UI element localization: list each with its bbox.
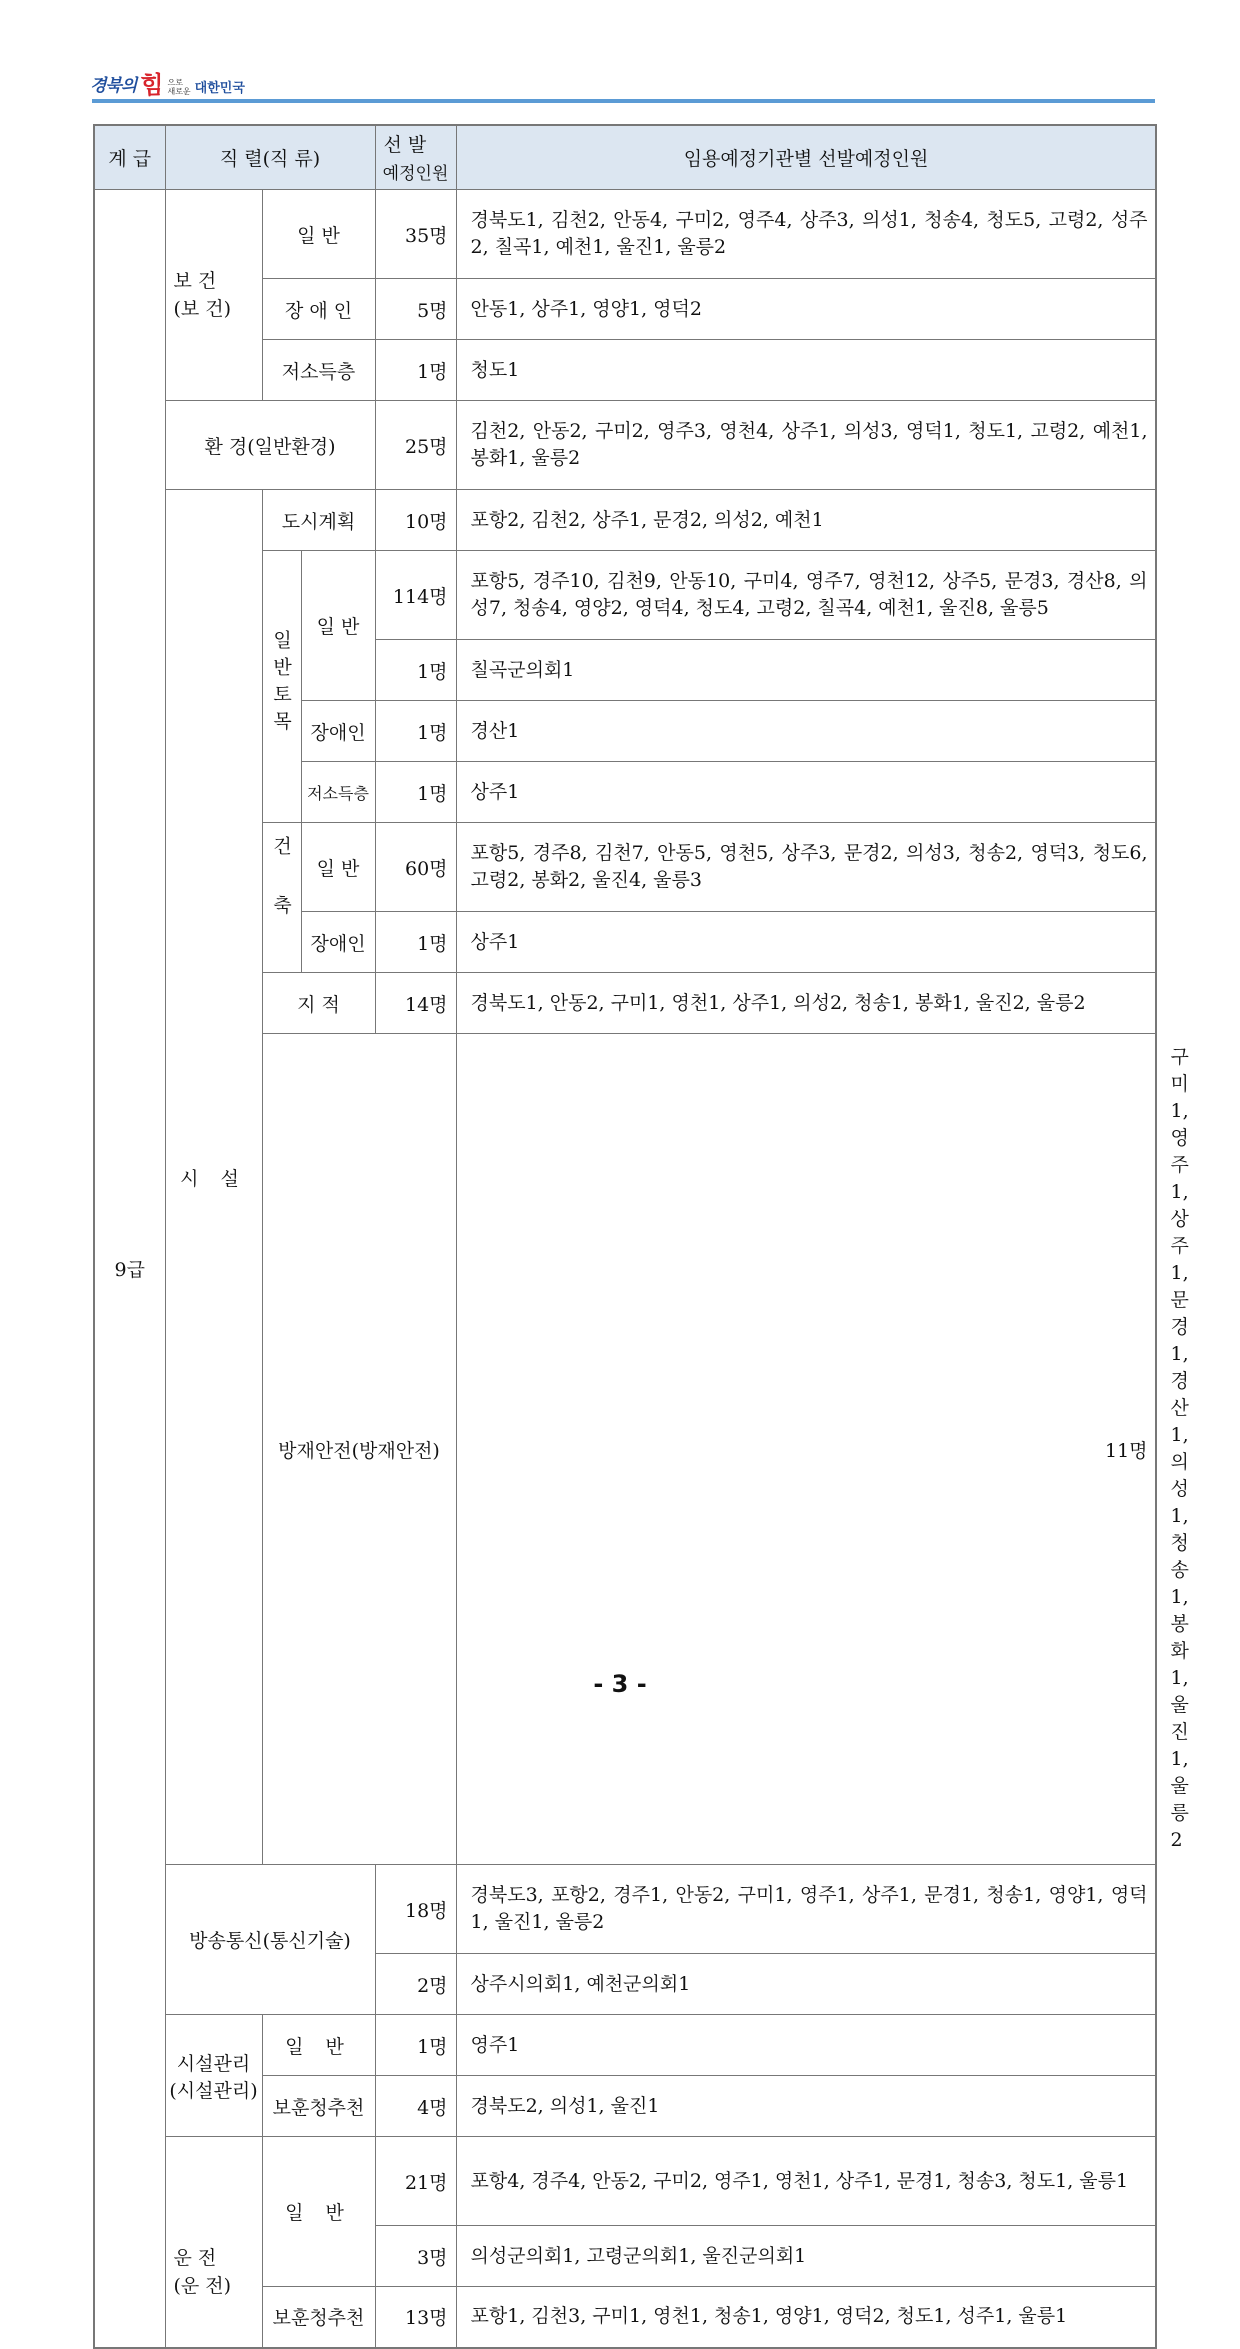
agency-cell: 포항4, 경주4, 안동2, 구미2, 영주1, 영천1, 상주1, 문경1, 청송3, 청도1, 울릉1: [456, 2137, 1156, 2226]
group-env: 환 경(일반환경): [165, 401, 375, 490]
group-civil: [262, 551, 301, 823]
page-number: - 3 -: [593, 1670, 647, 1698]
group-broadcast: 방송통신(통신기술): [165, 1865, 375, 2015]
count-cell: 14명: [375, 973, 456, 1034]
table-row: [94, 2015, 1156, 2076]
sub-cell: 장 애 인: [262, 279, 375, 340]
sub-cell: 일 반: [262, 2137, 375, 2287]
logo-small-text: [167, 78, 190, 96]
group-drive-line1: 운 전: [173, 2246, 217, 2269]
count-cell: 1명: [375, 912, 456, 973]
agency-cell: 경북도1, 김천2, 안동4, 구미2, 영주4, 상주3, 의성1, 청송4, 청도5, 고령2, 성주2, 칠곡1, 예천1, 울진1, 울릉2: [456, 190, 1156, 279]
count-cell: 11명: [456, 1034, 1156, 1865]
table-row: [94, 2137, 1156, 2226]
logo-script-text: 경북의: [90, 76, 137, 96]
agency-cell: 포항1, 김천3, 구미1, 영천1, 청송1, 영양1, 영덕2, 청도1, 성주1, 울릉1: [456, 2287, 1156, 2348]
agency-cell: 칠곡군의회1: [456, 640, 1156, 701]
sub-cell: 보훈청추천: [262, 2076, 375, 2137]
group-drive-line2: (운 전): [173, 2274, 232, 2297]
count-cell: 25명: [375, 401, 456, 490]
group-civil-label: 일반토목: [270, 630, 292, 738]
logo-line1: 으로: [167, 78, 183, 87]
header-rule: [92, 99, 1155, 103]
sub-cell: 장애인: [301, 912, 375, 973]
agency-cell: 포항2, 김천2, 상주1, 문경2, 의성2, 예천1: [456, 490, 1156, 551]
header-count: [375, 125, 456, 190]
sub-cell: 저소득층: [301, 762, 375, 823]
agency-cell: 포항5, 경주10, 김천9, 안동10, 구미4, 영주7, 영천12, 상주5, 문경3, 경산8, 의성7, 청송4, 영양2, 영덕4, 청도4, 고령2, 칠곡4, 예천1, 울진8, 울릉5: [456, 551, 1156, 640]
group-facmgmt-line2: (시설관리): [169, 2079, 258, 2102]
count-cell: 13명: [375, 2287, 456, 2348]
count-cell: 35명: [375, 190, 456, 279]
agency-cell: 청도1: [456, 340, 1156, 401]
agency-cell: 김천2, 안동2, 구미2, 영주3, 영천4, 상주1, 의성3, 영덕1, 청도1, 고령2, 예천1, 봉화1, 울릉2: [456, 401, 1156, 490]
group-facility: 시 설: [165, 490, 262, 1865]
table-row: [94, 190, 1156, 279]
table-row: [94, 1865, 1156, 1954]
sub-cell: 도시계획: [262, 490, 375, 551]
group-arch-label: 건축: [270, 836, 292, 954]
count-cell: 18명: [375, 1865, 456, 1954]
group-health: [165, 190, 262, 401]
group-facmgmt-line1: 시설관리: [176, 2052, 251, 2075]
agency-cell: 상주1: [456, 762, 1156, 823]
logo-line2: 새로운: [167, 87, 191, 96]
count-cell: 2명: [375, 1954, 456, 2015]
sub-cell: 일 반: [301, 823, 375, 912]
sub-cell: 일 반: [301, 551, 375, 701]
logo-main-text: 대한민국: [194, 81, 245, 96]
agency-cell: 포항5, 경주8, 김천7, 안동5, 영천5, 상주3, 문경2, 의성3, 청송2, 영덕3, 청도6, 고령2, 봉화2, 울진4, 울릉3: [456, 823, 1156, 912]
agency-cell: 경북도2, 의성1, 울진1: [456, 2076, 1156, 2137]
group-disaster: 방재안전(방재안전): [262, 1034, 456, 1865]
group-facmgmt: [165, 2015, 262, 2137]
sub-cell: 지 적: [262, 973, 375, 1034]
count-cell: 1명: [375, 762, 456, 823]
group-arch: [262, 823, 301, 973]
agency-cell: 안동1, 상주1, 영양1, 영덕2: [456, 279, 1156, 340]
agency-cell: 상주1: [456, 912, 1156, 973]
table-row: [94, 490, 1156, 551]
sub-cell: 저소득층: [262, 340, 375, 401]
agency-cell: 경북도3, 포항2, 경주1, 안동2, 구미1, 영주1, 상주1, 문경1, 청송1, 영양1, 영덕1, 울진1, 울릉2: [456, 1865, 1156, 1954]
agency-cell: 영주1: [456, 2015, 1156, 2076]
count-cell: 3명: [375, 2226, 456, 2287]
count-cell: 5명: [375, 279, 456, 340]
table-row: 방재안전(방재안전) 11명 구미1, 영주1, 상주1, 문경1, 경산1, 의성1, 청송1, 봉화1, 울진1, 울릉2: [94, 1034, 1156, 1865]
logo: [90, 70, 245, 99]
header-row: [94, 125, 1156, 190]
header-count-bottom: 예정인원: [382, 164, 449, 184]
header-grade: 계 급: [94, 125, 165, 190]
header-agency: 임용예정기관별 선발예정인원: [456, 125, 1156, 190]
count-cell: 1명: [375, 701, 456, 762]
group-health-line2: (보 건): [173, 298, 232, 320]
group-drive: [165, 2137, 262, 2348]
grade-cell: 9급: [94, 190, 165, 2348]
count-cell: 1명: [375, 340, 456, 401]
count-cell: 21명: [375, 2137, 456, 2226]
count-cell: 1명: [375, 640, 456, 701]
sub-cell: 일 반: [262, 190, 375, 279]
sub-cell: 일 반: [262, 2015, 375, 2076]
agency-cell: 경북도1, 안동2, 구미1, 영천1, 상주1, 의성2, 청송1, 봉화1, 울진2, 울릉2: [456, 973, 1156, 1034]
sub-cell: 장애인: [301, 701, 375, 762]
recruitment-table: [93, 124, 1189, 2349]
agency-cell: 경산1: [456, 701, 1156, 762]
count-cell: 4명: [375, 2076, 456, 2137]
count-cell: 114명: [375, 551, 456, 640]
count-cell: 60명: [375, 823, 456, 912]
group-health-line1: 보 건: [173, 270, 217, 292]
logo-mark: 힘: [140, 71, 164, 99]
sub-cell: 보훈청추천: [262, 2287, 375, 2348]
agency-cell: 상주시의회1, 예천군의회1: [456, 1954, 1156, 2015]
header-count-top: 선 발: [383, 134, 427, 156]
count-cell: 10명: [375, 490, 456, 551]
table-row: [94, 401, 1156, 490]
count-cell: 1명: [375, 2015, 456, 2076]
header-job: 직 렬(직 류): [165, 125, 375, 190]
agency-cell: 의성군의회1, 고령군의회1, 울진군의회1: [456, 2226, 1156, 2287]
